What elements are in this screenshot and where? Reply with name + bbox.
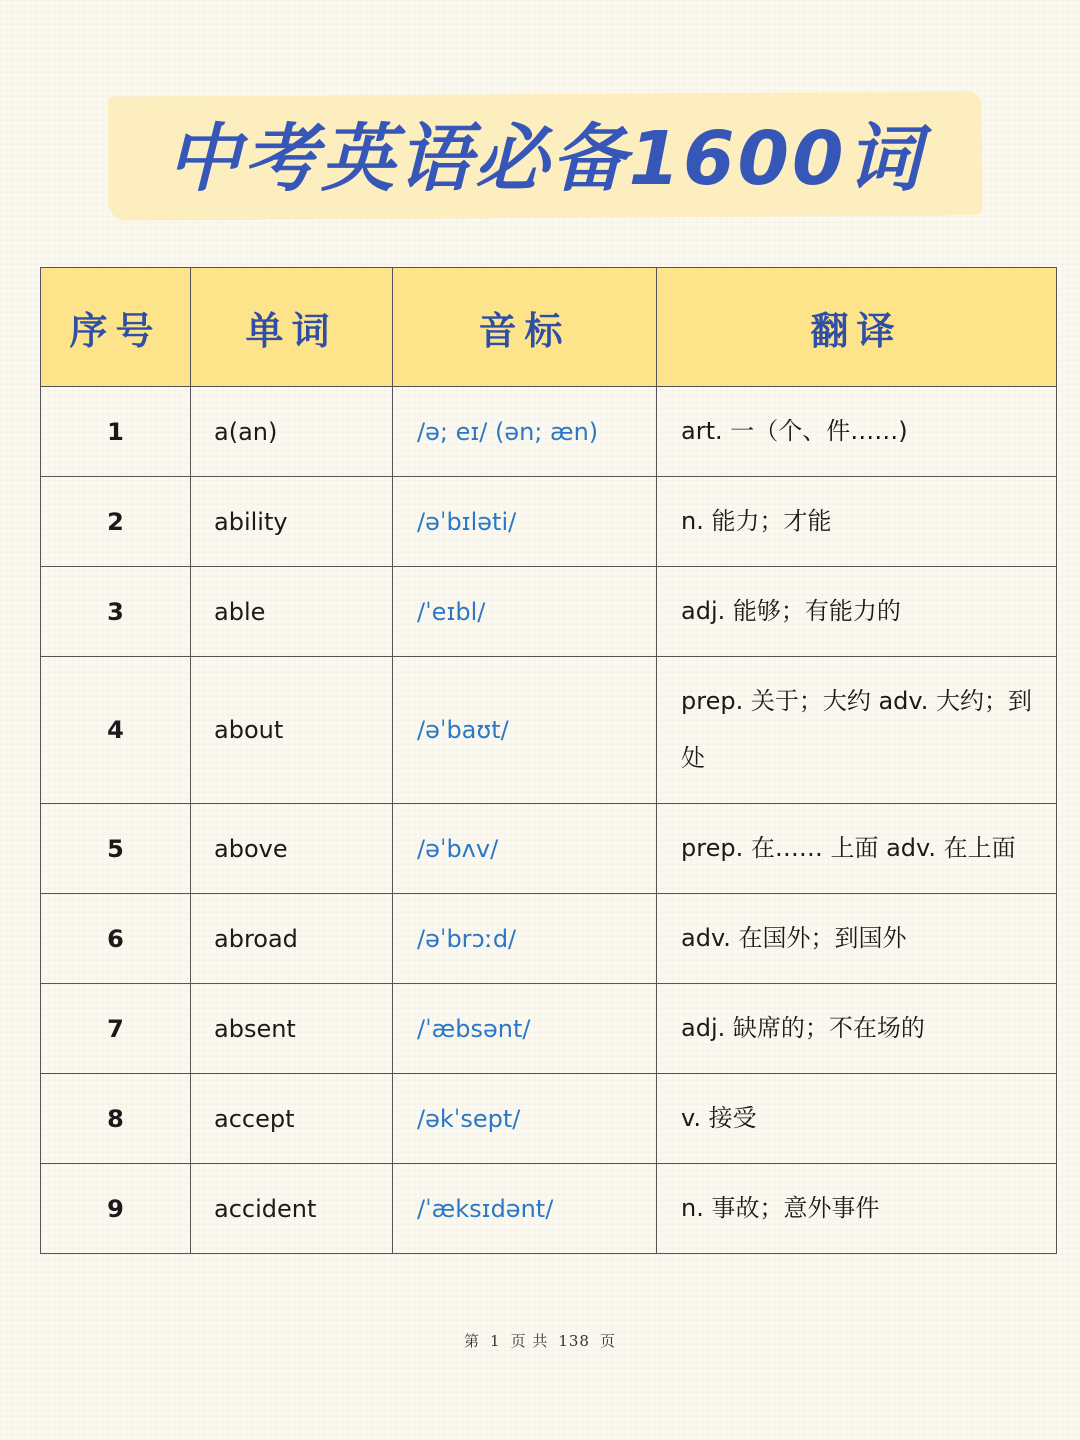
row-number: 4 [41, 657, 191, 804]
table-row [41, 984, 1057, 1074]
row-translation: prep. 在…… 上面 adv. 在上面 [657, 804, 1057, 894]
row-translation: prep. 关于；大约 adv. 大约；到处 [657, 657, 1057, 804]
footer-prefix: 第 [464, 1332, 481, 1350]
footer-suffix: 页 [599, 1332, 616, 1350]
row-word: able [191, 567, 393, 657]
row-word: accept [191, 1074, 393, 1164]
row-ipa: /əkˈsept/ [393, 1074, 657, 1164]
table-row [41, 1164, 1057, 1254]
page-title: 中考英语必备1600词 [166, 116, 924, 202]
footer-total-pages: 138 [558, 1332, 590, 1350]
table-row [41, 1074, 1057, 1164]
row-word: absent [191, 984, 393, 1074]
footer-middle: 页 共 [510, 1332, 549, 1350]
row-translation: adj. 能够；有能力的 [657, 567, 1057, 657]
row-number: 6 [41, 894, 191, 984]
row-number: 1 [41, 387, 191, 477]
footer-page-number: 1 [490, 1332, 501, 1350]
row-number: 3 [41, 567, 191, 657]
row-word: above [191, 804, 393, 894]
table-row [41, 567, 1057, 657]
row-ipa: /əˈbrɔːd/ [393, 894, 657, 984]
table-row [41, 477, 1057, 567]
header-ipa: 音标 [393, 268, 657, 387]
table-header-row [41, 268, 1057, 387]
table-row [41, 804, 1057, 894]
row-number: 9 [41, 1164, 191, 1254]
page-footer [0, 1330, 1080, 1351]
table-row [41, 894, 1057, 984]
row-number: 7 [41, 984, 191, 1074]
row-translation: n. 能力；才能 [657, 477, 1057, 567]
row-translation: adv. 在国外；到国外 [657, 894, 1057, 984]
header-no: 序号 [41, 268, 191, 387]
header-word: 单词 [191, 268, 393, 387]
row-number: 2 [41, 477, 191, 567]
row-ipa: /əˈbaʊt/ [393, 657, 657, 804]
row-word: about [191, 657, 393, 804]
row-ipa: /ˈæksɪdənt/ [393, 1164, 657, 1254]
row-word: accident [191, 1164, 393, 1254]
row-ipa: /ə; eɪ/ (ən; æn) [393, 387, 657, 477]
row-ipa: /ˈeɪbl/ [393, 567, 657, 657]
row-word: abroad [191, 894, 393, 984]
row-ipa: /əˈbɪləti/ [393, 477, 657, 567]
row-translation: n. 事故；意外事件 [657, 1164, 1057, 1254]
table-row [41, 387, 1057, 477]
row-ipa: /ˈæbsənt/ [393, 984, 657, 1074]
row-number: 5 [41, 804, 191, 894]
row-ipa: /əˈbʌv/ [393, 804, 657, 894]
row-number: 8 [41, 1074, 191, 1164]
row-word: ability [191, 477, 393, 567]
table-row [41, 657, 1057, 804]
row-translation: v. 接受 [657, 1074, 1057, 1164]
header-translation: 翻译 [657, 268, 1057, 387]
row-word: a(an) [191, 387, 393, 477]
row-translation: art. 一（个、件……) [657, 387, 1057, 477]
row-translation: adj. 缺席的；不在场的 [657, 984, 1057, 1074]
vocabulary-table [40, 267, 1057, 1254]
